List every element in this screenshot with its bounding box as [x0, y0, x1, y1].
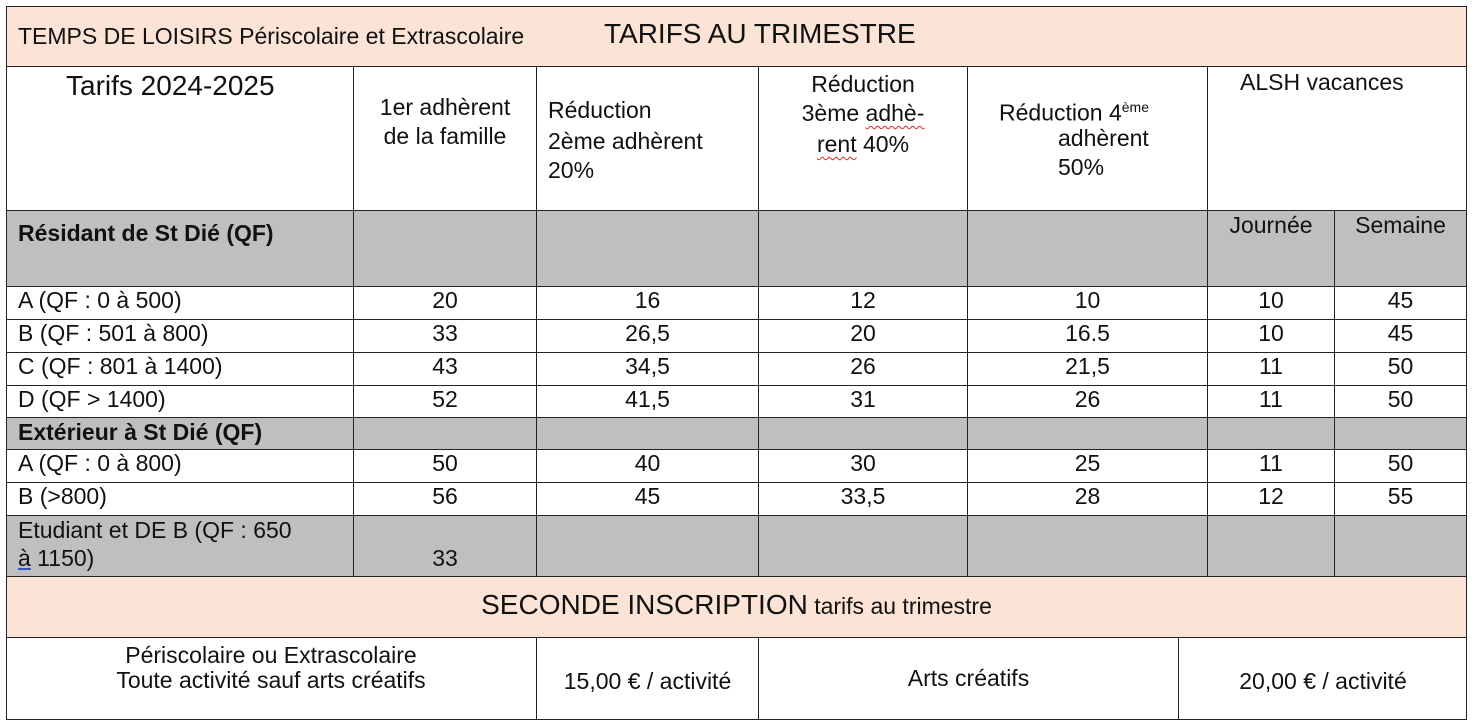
- price-cell: 10: [1258, 287, 1284, 313]
- peri-line1: Périscolaire ou Extrascolaire: [125, 642, 417, 668]
- year-label: Tarifs 2024-2025: [66, 70, 275, 101]
- col2-header-line3: 20%: [548, 157, 595, 183]
- price-cell: 56: [432, 483, 458, 509]
- alsh-header: ALSH vacances: [1240, 69, 1404, 95]
- price-cell: 25: [1074, 450, 1101, 476]
- price-cell: 41,5: [625, 386, 670, 412]
- banner-subtitle: TEMPS DE LOISIRS Périscolaire et Extrascolaire: [18, 23, 525, 49]
- price-cell: 52: [432, 386, 458, 412]
- row-label: B (QF : 501 à 800): [18, 320, 209, 346]
- price-cell: 12: [1258, 483, 1284, 509]
- col3-header-line1: Réduction: [811, 71, 915, 97]
- price-cell: 55: [1387, 483, 1414, 509]
- peri-price: 15,00 € / activité: [563, 668, 732, 694]
- etudiant-label-line2: à 1150): [18, 545, 95, 571]
- price-cell: 26: [1074, 386, 1101, 412]
- col4-header-line2: adhèrent: [1058, 125, 1149, 151]
- price-cell: 10: [1074, 287, 1101, 313]
- price-cell: 50: [1387, 450, 1414, 476]
- price-cell: 21,5: [1065, 353, 1110, 379]
- row-label: C (QF : 801 à 1400): [18, 353, 223, 379]
- price-cell: 33: [432, 320, 458, 346]
- price-cell: 45: [634, 483, 661, 509]
- price-cell: 26,5: [625, 320, 670, 346]
- etudiant-label-line1: Etudiant et DE B (QF : 650: [18, 517, 292, 543]
- etudiant-value: 33: [432, 545, 458, 571]
- resident-section-label: Résidant de St Dié (QF): [18, 220, 274, 246]
- price-cell: 45: [1387, 320, 1414, 346]
- col3-header-line2: 3ème adhè-: [801, 100, 925, 126]
- arts-price: 20,00 € / activité: [1239, 668, 1407, 694]
- price-cell: 50: [1387, 353, 1414, 379]
- col2-header-line2: 2ème adhèrent: [548, 128, 703, 154]
- semaine-header: Semaine: [1355, 212, 1446, 238]
- col3-header-line3: rent 40%: [816, 131, 910, 157]
- price-cell: 11: [1259, 386, 1283, 412]
- journee-header: Journée: [1229, 212, 1313, 238]
- col1-header-line2: de la famille: [383, 123, 507, 149]
- row-label: B (>800): [18, 483, 107, 509]
- seconde-title: SECONDE INSCRIPTION tarifs au trimestre: [481, 589, 992, 620]
- price-cell: 11: [1259, 450, 1283, 476]
- peri-line2: Toute activité sauf arts créatifs: [116, 667, 426, 693]
- banner-title: TARIFS AU TRIMESTRE: [604, 18, 916, 49]
- tariff-table: [6, 6, 1467, 720]
- price-cell: 20: [850, 320, 876, 346]
- price-cell: 28: [1074, 483, 1101, 509]
- price-cell: 20: [432, 287, 458, 313]
- row-label: A (QF : 0 à 500): [18, 287, 182, 313]
- col1-header-line1: 1er adhèrent: [379, 94, 511, 120]
- col4-header-line1: Réduction 4ème: [999, 99, 1149, 126]
- price-cell: 33,5: [840, 483, 886, 509]
- price-cell: 30: [850, 450, 876, 476]
- price-cell: 16: [634, 287, 661, 313]
- price-cell: 34,5: [625, 353, 670, 379]
- row-label: D (QF > 1400): [18, 386, 166, 412]
- price-cell: 40: [634, 450, 661, 476]
- price-cell: 43: [432, 353, 458, 379]
- col2-header-line1: Réduction: [548, 97, 652, 123]
- price-cell: 12: [850, 287, 876, 313]
- col4-header-line3: 50%: [1058, 154, 1105, 180]
- price-cell: 26: [850, 353, 876, 379]
- exterieur-section-label: Extérieur à St Dié (QF): [18, 419, 263, 445]
- price-cell: 50: [1387, 386, 1414, 412]
- price-cell: 16.5: [1065, 320, 1110, 346]
- arts-label: Arts créatifs: [907, 665, 1030, 691]
- price-cell: 45: [1387, 287, 1414, 313]
- price-cell: 50: [432, 450, 458, 476]
- price-cell: 11: [1259, 353, 1283, 379]
- price-cell: 10: [1258, 320, 1284, 346]
- price-cell: 31: [850, 386, 876, 412]
- row-label: A (QF : 0 à 800): [18, 450, 182, 476]
